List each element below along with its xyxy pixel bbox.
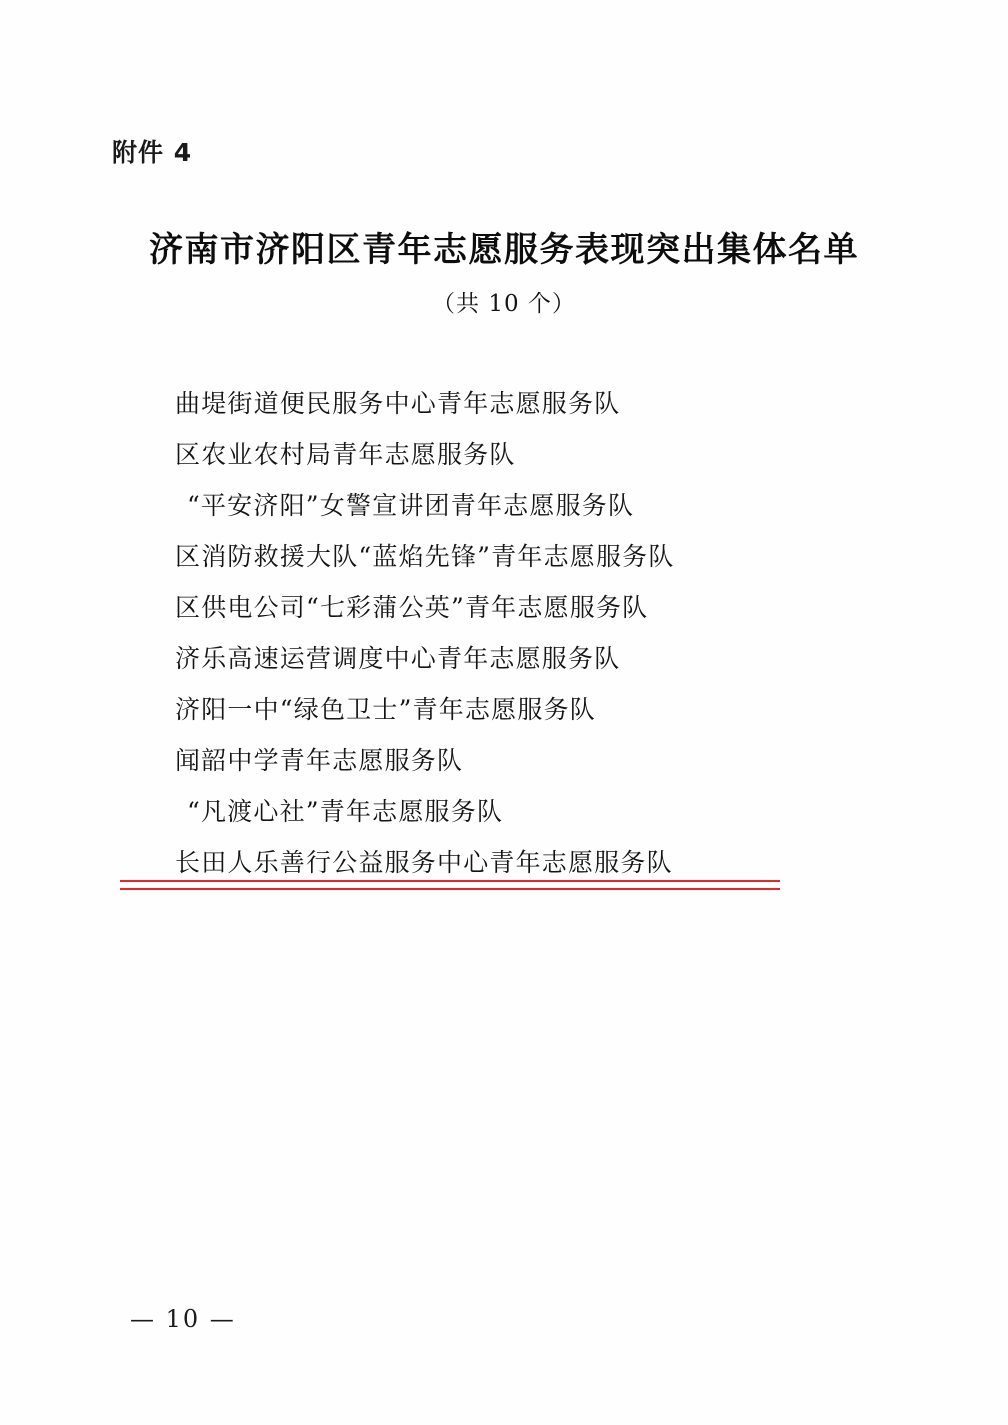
page-subtitle-count: （共 10 个）: [432, 291, 576, 317]
attachment-label: 附件 4: [112, 138, 193, 167]
list-item: 曲堤街道便民服务中心青年志愿服务队: [175, 389, 621, 418]
collective-name-list: [175, 378, 875, 888]
page-title: 济南市济阳区青年志愿服务表现突出集体名单: [149, 230, 859, 270]
list-item: “平安济阳”女警宣讲团青年志愿服务队: [187, 491, 635, 520]
list-item: 济阳一中“绿色卫士”青年志愿服务队: [175, 695, 596, 724]
list-item: “凡渡心社”青年志愿服务队: [187, 797, 504, 826]
list-item: 区供电公司“七彩蒲公英”青年志愿服务队: [175, 593, 649, 622]
list-item: 济乐高速运营调度中心青年志愿服务队: [175, 644, 621, 673]
red-underline-annotation: [120, 880, 780, 890]
list-item: 长田人乐善行公益服务中心青年志愿服务队: [175, 848, 673, 877]
list-item: 区农业农村局青年志愿服务队: [175, 440, 516, 469]
page-number: — 10 —: [130, 1305, 236, 1333]
list-item: 闻韶中学青年志愿服务队: [175, 746, 464, 775]
list-item: 区消防救援大队“蓝焰先锋”青年志愿服务队: [175, 542, 675, 571]
